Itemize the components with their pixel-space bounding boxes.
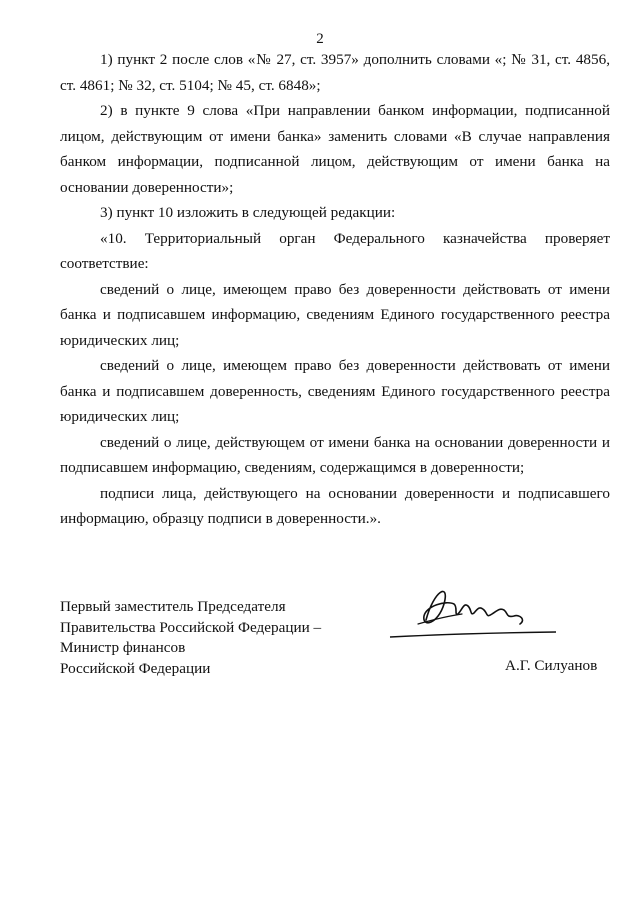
paragraph-check-1: сведений о лице, имеющем право без доверенности действовать от имени банка и подписавшем информацию, сведениям Единого государственного реестра юридических лиц; <box>60 280 610 349</box>
paragraph-item-10: «10. Территориальный орган Федерального казначейства проверяет соответствие: <box>60 229 610 272</box>
paragraph-amendment-1: 1) пункт 2 после слов «№ 27, ст. 3957» дополнить словами «; № 31, ст. 4856, ст. 4861; № 32, ст. 5104; № 45, ст. 6848»; <box>60 51 610 94</box>
signatory-title-line: Правительства Российской Федерации – <box>60 618 322 636</box>
signatory-title-line: Первый заместитель Председателя <box>60 598 286 615</box>
paragraph-amendment-2: 2) в пункте 9 слова «При направлении банком информации, подписанной лицом, действующим от имени банка» заменить словами «В случае направления банком информации, подписанной лицом, действующим от имени банка на основании доверенности»; <box>60 102 610 196</box>
signatory-name: А.Г. Силуанов <box>505 657 598 674</box>
paragraph-check-4: подписи лица, действующего на основании доверенности и подписавшего информацию, образцу подписи в доверенности.». <box>60 484 610 527</box>
signatory-title <box>60 597 360 679</box>
signatory-title-line: Министр финансов <box>60 639 186 656</box>
signatory-title-line: Российской Федерации <box>60 659 211 677</box>
paragraph-amendment-3: 3) пункт 10 изложить в следующей редакции: <box>100 204 396 221</box>
handwritten-signature <box>388 580 558 650</box>
document-body <box>60 47 610 532</box>
page-number: 2 <box>316 31 324 47</box>
paragraph-check-2: сведений о лице, имеющем право без доверенности действовать от имени банка и подписавшем доверенность, сведениям Единого государственного реестра юридических лиц; <box>60 357 610 425</box>
paragraph-check-3: сведений о лице, действующем от имени банка на основании доверенности и подписавшем информацию, сведениям, содержащимся в доверенности; <box>60 433 610 476</box>
